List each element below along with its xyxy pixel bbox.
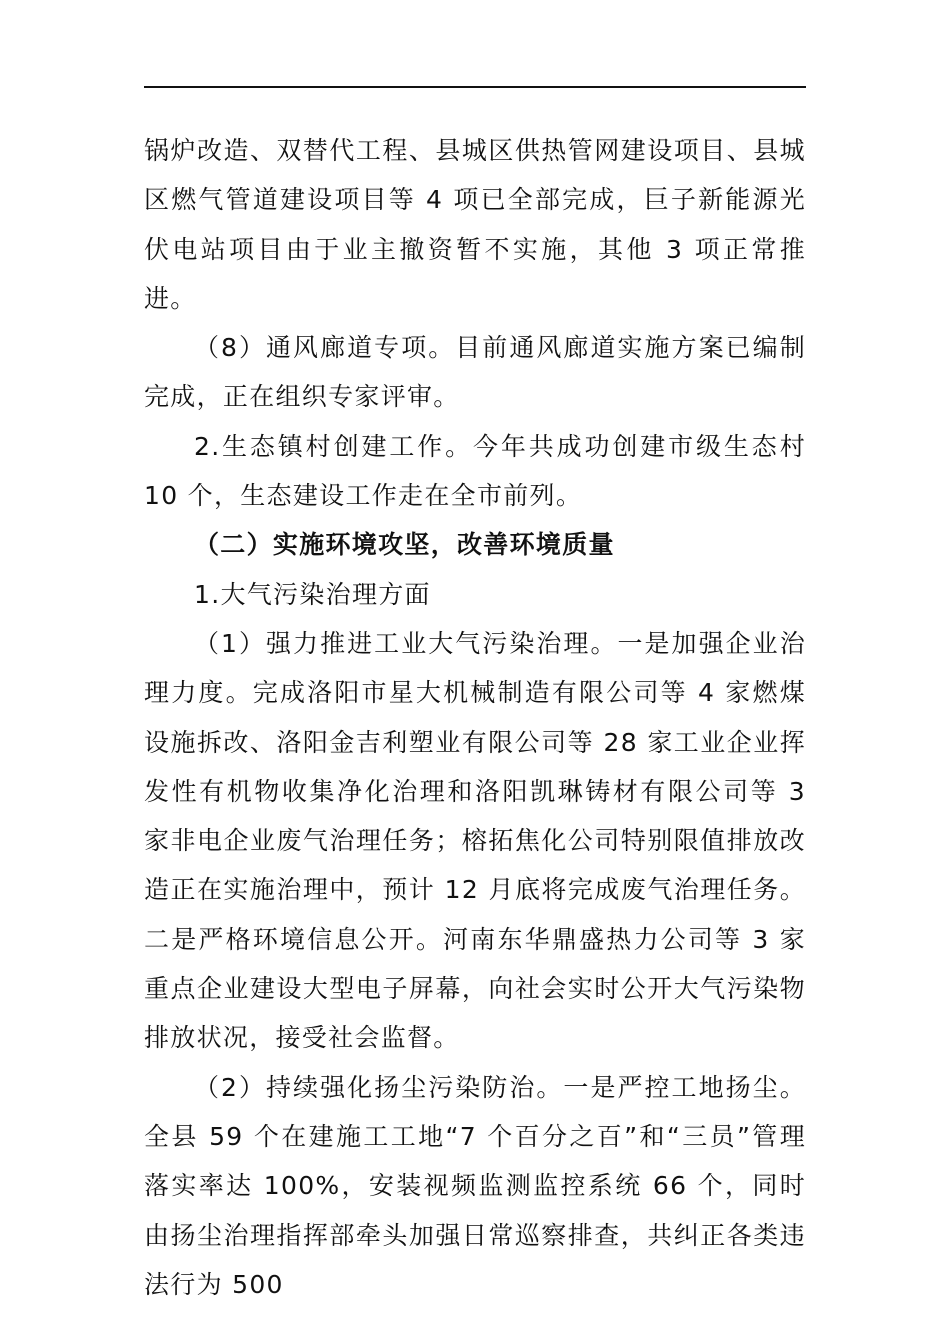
subsection-heading: 1.大气污染治理方面 [194,579,431,609]
paragraph-industrial-pollution: （1）强力推进工业大气污染治理。一是加强企业治理力度。完成洛阳市星大机械制造有限公司等 4 家燃煤设施拆改、洛阳金吉利塑业有限公司等 28 家工业企业挥发性有机物收集净化治理和洛阳凯琳铸材有限公司等 3 家非电企业废气治理任务；榕拓焦化公司特别限值排放改造正在实施治理中，预计 12 月底将完成废气治理任务。二是严格环境信息公开。河南东华鼎盛热力公司等 3 家重点企业建设大型电子屏幕，向社会实时公开大气污染物排放状况，接受社会监督。 [144,628,806,1053]
header-rule [144,86,806,88]
paragraph-ventilation-corridor: （8）通风廊道专项。目前通风廊道实施方案已编制完成，正在组织专家评审。 [144,333,806,412]
paragraph-dust-control: （2）持续强化扬尘污染防治。一是严控工地扬尘。全县 59 个在建施工工地“7 个百分之百”和“三员”管理落实率达 100%，安装视频监测监控系统 66 个，同时由扬尘治理指挥部牵头加强日常巡察排查，共纠正各类违法行为 500 [144,1072,806,1299]
document-body [144,126,806,1309]
paragraph-ecological-villages: 2.生态镇村创建工作。今年共成功创建市级生态村 10 个，生态建设工作走在全市前列。 [144,431,806,511]
section-heading: （二）实施环境攻坚，改善环境质量 [194,530,615,560]
paragraph-boiler-projects: 锅炉改造、双替代工程、县城区供热管网建设项目、县城区燃气管道建设项目等 4 项已全部完成，巨子新能源光伏电站项目由于业主撤资暂不实施，其他 3 项正常推进。 [144,136,806,313]
